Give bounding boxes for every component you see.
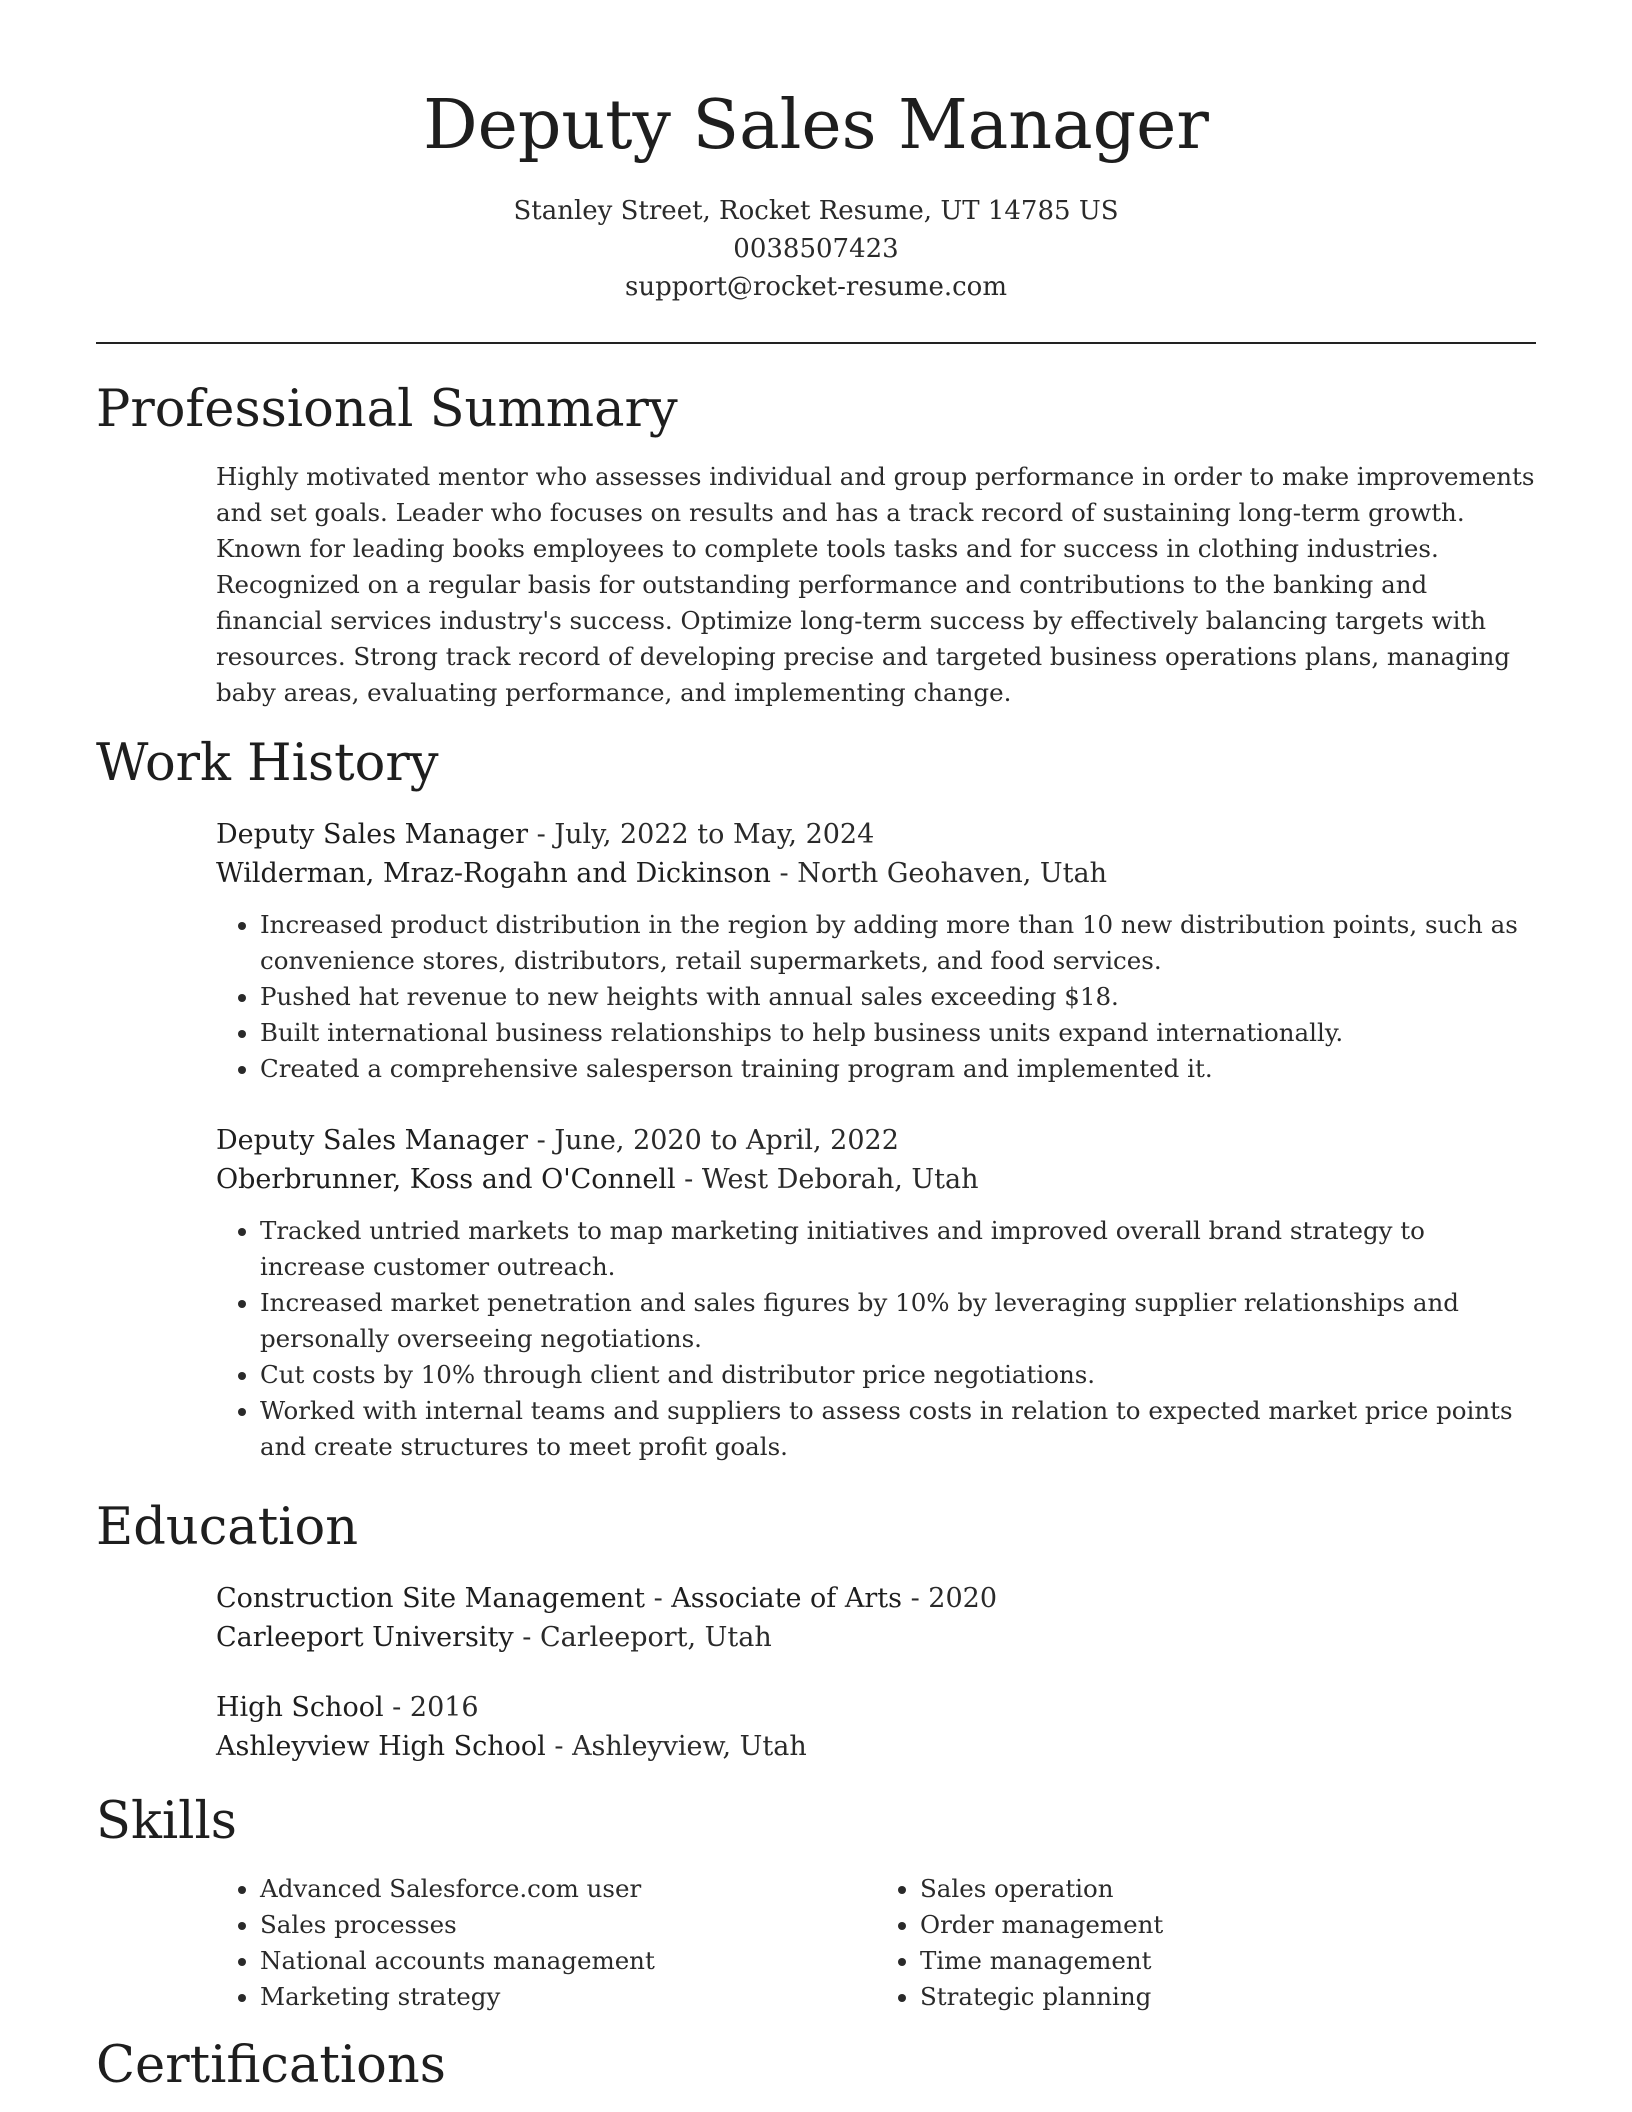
job-title-line: Deputy Sales Manager - July, 2022 to May, 2024 <box>216 819 875 850</box>
job-title-line: Deputy Sales Manager - June, 2020 to April, 2022 <box>216 1125 899 1156</box>
summary-block <box>216 459 1536 711</box>
education-school: Carleeport University <box>216 1622 514 1653</box>
summary-text: Highly motivated mentor who assesses individual and group performance in order to make improvements and set goals. Leader who focuses on results and has a track record of sustaining long-term growth. Known for leading books employees to complete tools tasks and for success in clothing industries. Recognized on a regular basis for outstanding performance and contributions to the banking and financial services industry's success. Optimize long-term success by effectively balancing targets with resources. Strong track record of developing precise and targeted business operations plans, managing baby areas, evaluating performance, and implementing change. <box>216 462 1535 707</box>
education-degree: Associate of Arts <box>671 1583 902 1614</box>
list-item: • Created a comprehensive salesperson training program and implemented it. <box>260 1051 1536 1087</box>
contact-address: Stanley Street, Rocket Resume, UT 14785 US <box>513 196 1119 226</box>
list-item: • Increased market penetration and sales figures by 10% by leveraging supplier relationships and personally overseeing negotiations. <box>260 1285 1536 1357</box>
job-bullets <box>216 907 1536 1087</box>
job-dates: June, 2020 to April, 2022 <box>554 1125 899 1156</box>
skill-item: • Sales operation <box>920 1871 1536 1907</box>
job-location: North Geohaven, Utah <box>797 858 1108 889</box>
skill-item: • Marketing strategy <box>260 1979 876 2015</box>
job-bullets <box>216 1213 1536 1465</box>
job-start: July, 2022 to May, 2024 <box>554 819 875 850</box>
job-entry <box>216 815 1536 1087</box>
job-company-line: Oberbrunner, Koss and O'Connell - West Deborah, Utah <box>216 1164 979 1195</box>
list-item: • Increased product distribution in the region by adding more than 10 new distribution points, such as convenience stores, distributors, retail supermarkets, and food services. <box>260 907 1536 979</box>
job-location: West Deborah, Utah <box>701 1164 979 1195</box>
list-item: • Built international business relationships to help business units expand internationally. <box>260 1015 1536 1051</box>
job-company-line: Wilderman, Mraz-Rogahn and Dickinson - North Geohaven, Utah <box>216 858 1108 889</box>
education-entry <box>216 1579 1536 1657</box>
section-title-education: Education <box>96 1498 359 1557</box>
education-degree-line: Construction Site Management - Associate of Arts - 2020 <box>216 1583 997 1614</box>
education-entry <box>216 1688 1536 1766</box>
skill-item: • National accounts management <box>260 1943 876 1979</box>
job-company: Oberbrunner, Koss and O'Connell <box>216 1164 676 1195</box>
job-role: Deputy Sales Manager <box>216 1125 529 1156</box>
job-entry <box>216 1121 1536 1465</box>
education-school-line: Ashleyview High School - Ashleyview, Utah <box>216 1731 807 1762</box>
education-location: Carleeport, Utah <box>539 1622 772 1653</box>
section-title-skills: Skills <box>96 1792 237 1851</box>
contact-phone: 0038507423 <box>733 234 899 264</box>
skills-list-right <box>876 1871 1536 2015</box>
contact-email: support@rocket-resume.com <box>624 272 1007 302</box>
education-year: 2020 <box>928 1583 997 1614</box>
skill-item: • Advanced Salesforce.com user <box>260 1871 876 1907</box>
education-field: Construction Site Management <box>216 1583 645 1614</box>
skill-item: • Strategic planning <box>920 1979 1536 2015</box>
skills-list-left <box>216 1871 876 2015</box>
resume-header <box>0 84 1632 306</box>
section-title-certifications: Certifications <box>96 2036 446 2095</box>
contact-block <box>0 192 1632 306</box>
education-school: Ashleyview High School <box>216 1731 546 1762</box>
skill-item: • Sales processes <box>260 1907 876 1943</box>
section-title-summary: Professional Summary <box>96 380 678 439</box>
skill-item: • Time management <box>920 1943 1536 1979</box>
section-title-work-history: Work History <box>96 734 439 793</box>
education-year: 2016 <box>409 1692 479 1723</box>
resume-name: Deputy Sales Manager <box>423 86 1209 165</box>
list-item: • Worked with internal teams and suppliers to assess costs in relation to expected market price points and create structures to meet profit goals. <box>260 1393 1536 1465</box>
list-item: • Pushed hat revenue to new heights with annual sales exceeding $18. <box>260 979 1536 1015</box>
skills-block <box>216 1871 1536 2015</box>
education-school-line: Carleeport University - Carleeport, Utah <box>216 1622 772 1653</box>
job-company: Wilderman, Mraz-Rogahn and Dickinson <box>216 858 771 889</box>
job-role: Deputy Sales Manager <box>216 819 529 850</box>
header-divider <box>96 342 1536 344</box>
list-item: • Cut costs by 10% through client and distributor price negotiations. <box>260 1357 1536 1393</box>
education-degree-line: High School - 2016 <box>216 1692 479 1723</box>
list-item: • Tracked untried markets to map marketing initiatives and improved overall brand strategy to increase customer outreach. <box>260 1213 1536 1285</box>
education-location: Ashleyview, Utah <box>572 1731 807 1762</box>
education-degree: High School <box>216 1692 384 1723</box>
skill-item: • Order management <box>920 1907 1536 1943</box>
skills-columns <box>216 1871 1536 2015</box>
